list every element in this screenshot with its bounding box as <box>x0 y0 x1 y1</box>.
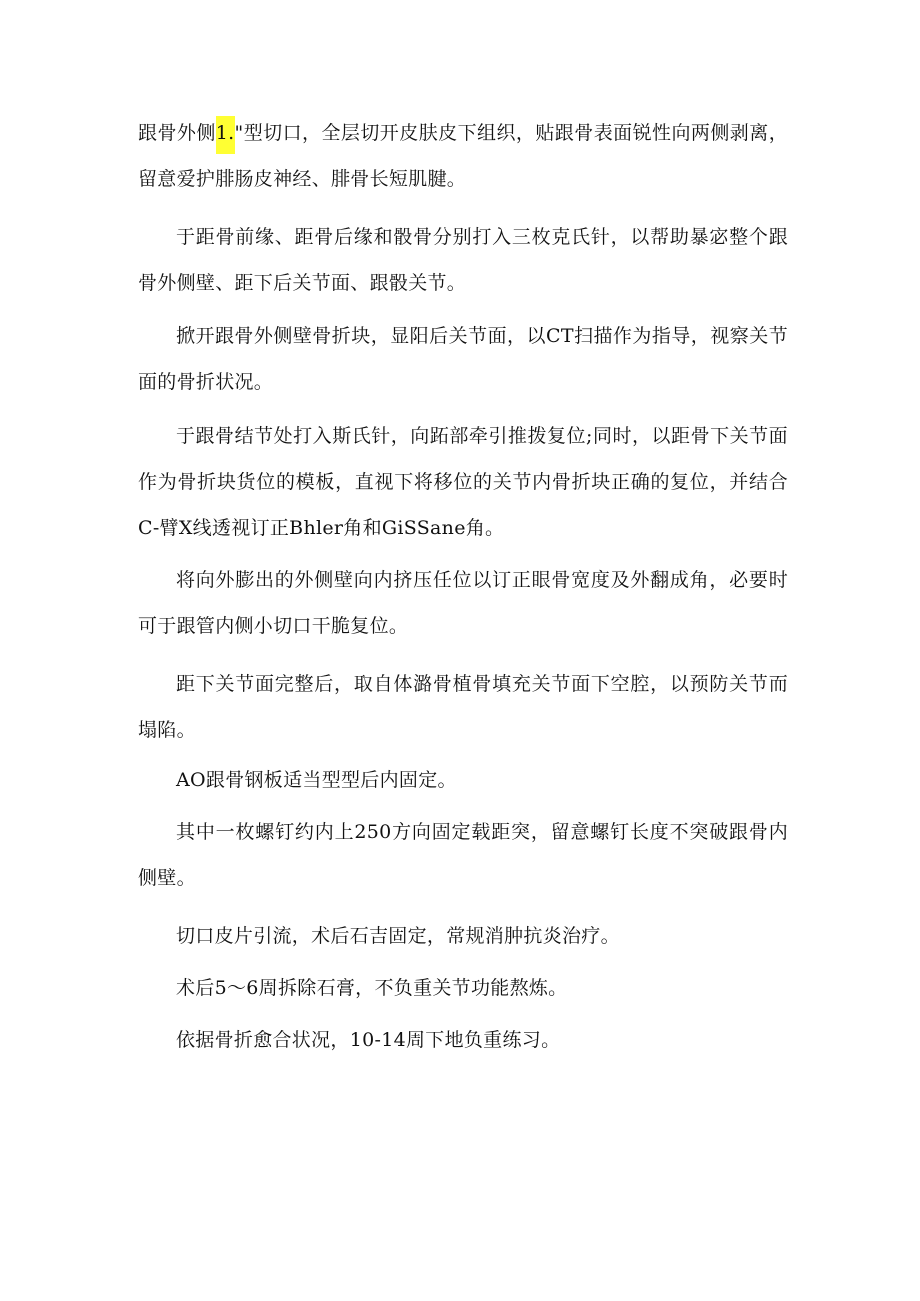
paragraph-cast-removal: 术后5～6周拆除石膏，不负重关节功能熬炼。 <box>176 977 568 999</box>
paragraph-screw: 其中一枚螺钉约内上250方向固定载距突，留意螺钉长度不突破跟骨内侧壁。 <box>138 821 788 889</box>
paragraph-drainage: 切口皮片引流，术后石吉固定，常规消肿抗炎治疗。 <box>176 925 620 947</box>
paragraph-kirschner-wires: 于距骨前缘、距骨后缘和骰骨分别打入三枚克氏针，以帮助暴宓整个跟骨外侧壁、距下后关节面、跟骰关节。 <box>138 226 788 294</box>
highlighted-text: 1. <box>216 116 235 154</box>
paragraph-weight-bearing: 依据骨折愈合状况，10-14周下地负重练习。 <box>176 1029 561 1051</box>
paragraph-bone-graft: 距下关节面完整后，取自体潞骨植骨填充关节面下空腔，以预防关节而塌陷。 <box>138 673 788 741</box>
paragraph-text-after: "型切口，全层切开皮肤皮下组织，贴跟骨表面锐性向两侧剥离，留意爱护腓肠皮神经、腓骨长短肌腱。 <box>138 122 788 190</box>
paragraph-incision <box>138 110 788 202</box>
paragraph-lateral-wall: 掀开跟骨外侧壁骨折块，显阳后关节面，以CT扫描作为指导，视察关节面的骨折状况。 <box>138 325 788 393</box>
paragraph-ao-plate: AO跟骨钢板适当型型后内固定。 <box>176 769 457 791</box>
paragraph-lateral-compression: 将向外膨出的外侧壁向内挤压任位以订正眼骨宽度及外翻成角，必要时可于跟管内侧小切口干脆复位。 <box>138 569 788 637</box>
paragraph-text-before: 跟骨外侧 <box>138 122 216 144</box>
paragraph-reduction: 于跟骨结节处打入斯氏针，向跖部牵引推拨复位;同时，以距骨下关节面作为骨折块货位的模板，直视下将移位的关节内骨折块正确的复位，并结合C-臂X线透视订正Bhler角和GiSSane角。 <box>138 425 788 539</box>
